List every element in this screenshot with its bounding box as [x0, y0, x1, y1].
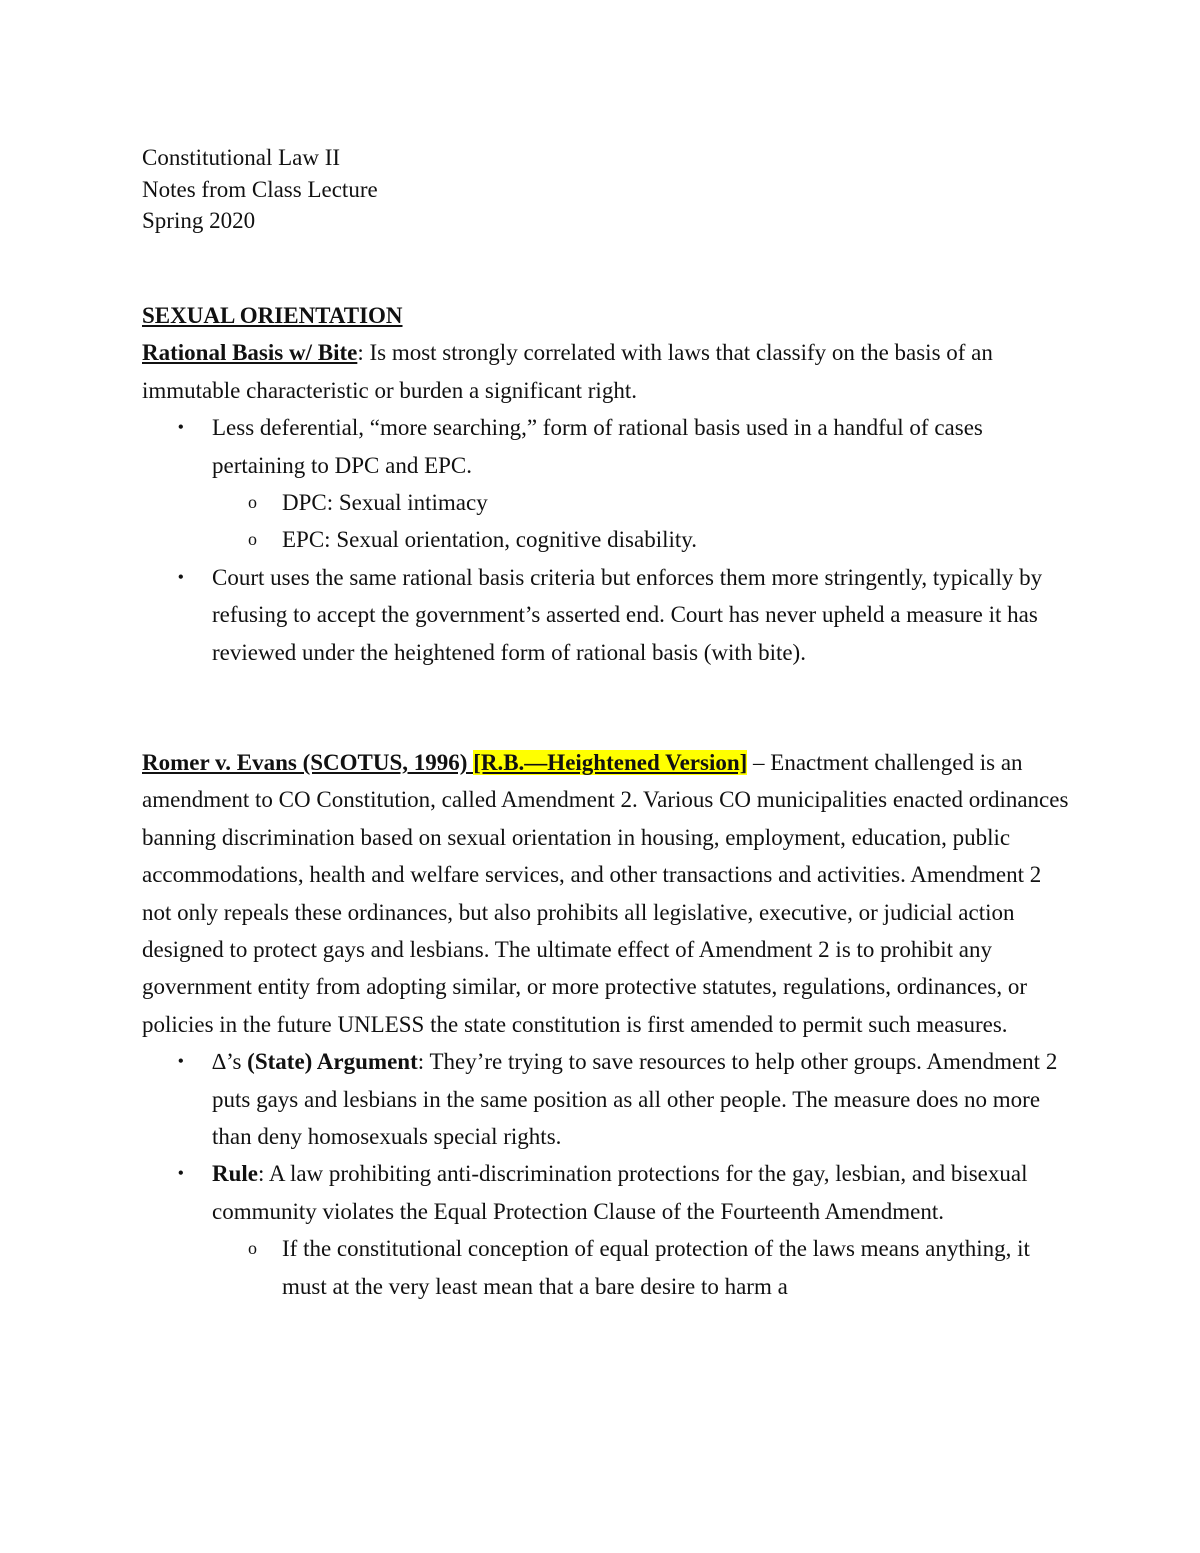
list-item	[142, 1155, 1072, 1230]
sub-list-item-text: EPC: Sexual orientation, cognitive disability.	[282, 527, 698, 553]
argument-text: : They’re trying to save resources to help other groups. Amendment 2 puts gays and lesbians in the same position as all other people. The measure does no more than deny homosexuals special rights.	[212, 1049, 1058, 1150]
sub-list-item-text: If the constitutional conception of equal protection of the laws means anything, it must at the very least mean that a bare desire to harm a	[282, 1236, 1030, 1299]
notes-source: Notes from Class Lecture	[142, 176, 378, 202]
case-summary: – Enactment challenged is an amendment to CO Constitution, called Amendment 2. Various CO municipalities enacted ordinances banning discrimination based on sexual orientation in housing, employment, education, public accommodations, health and welfare services, and other transactions and activities. Amendment 2 not only repeals these ordinances, but also prohibits all legislative, executive, or judicial action designed to protect gays and lesbians. The ultimate effect of Amendment 2 is to prohibit any government entity from adopting similar, or more protective statutes, regulations, ordinances, or policies in the future UNLESS the state constitution is first amended to permit such measures.	[142, 750, 1069, 1037]
bullet-icon: •	[178, 568, 184, 586]
argument-label: Argument	[316, 1049, 418, 1075]
case-name: Romer v. Evans (SCOTUS, 1996)	[142, 750, 474, 775]
list-item-text: Court uses the same rational basis criteria but enforces them more stringently, typically by refusing to accept the government’s asserted end. Court has never upheld a measure it has reviewed under the heightened form of rational basis (with bite).	[212, 564, 1043, 665]
document-header	[142, 142, 1072, 237]
case-tag: [R.B.—Heightened Version]	[473, 750, 748, 775]
sub-list-item	[142, 521, 1072, 558]
rational-basis-definition	[142, 334, 1072, 409]
sub-list-item	[142, 1230, 1072, 1305]
section-heading: SEXUAL ORIENTATION	[142, 303, 403, 328]
sub-list-item-text: DPC: Sexual intimacy	[282, 490, 488, 516]
rule-text: : A law prohibiting anti-discrimination protections for the gay, lesbian, and bisexual community violates the Equal Protection Clause of the Fourteenth Amendment.	[212, 1161, 1028, 1224]
bullet-icon: •	[178, 1053, 184, 1071]
delta-symbol: ∆’s	[212, 1049, 242, 1075]
circle-bullet-icon: o	[248, 1238, 257, 1259]
list-item	[142, 559, 1072, 671]
list-item-text: Less deferential, “more searching,” form of rational basis used in a handful of cases pertaining to DPC and EPC.	[212, 415, 983, 478]
circle-bullet-icon: o	[248, 529, 257, 550]
list-item	[142, 409, 1072, 484]
circle-bullet-icon: o	[248, 492, 257, 513]
term: Spring 2020	[142, 208, 256, 233]
case-paragraph	[142, 744, 1072, 1043]
rule-label: Rule	[212, 1161, 258, 1187]
rational-basis-text: : Is most strongly correlated with laws that classify on the basis of an immutable characteristic or burden a significant right.	[142, 340, 993, 403]
bullet-icon: •	[178, 419, 184, 437]
sexual-orientation-section	[142, 297, 1072, 671]
sub-list-item	[142, 484, 1072, 521]
course-title: Constitutional Law II	[142, 145, 341, 170]
state-label: (State)	[241, 1049, 317, 1075]
bullet-icon: •	[178, 1165, 184, 1183]
rational-basis-term: Rational Basis w/ Bite	[142, 340, 358, 366]
romer-case-block	[142, 744, 1072, 1305]
list-item	[142, 1043, 1072, 1155]
